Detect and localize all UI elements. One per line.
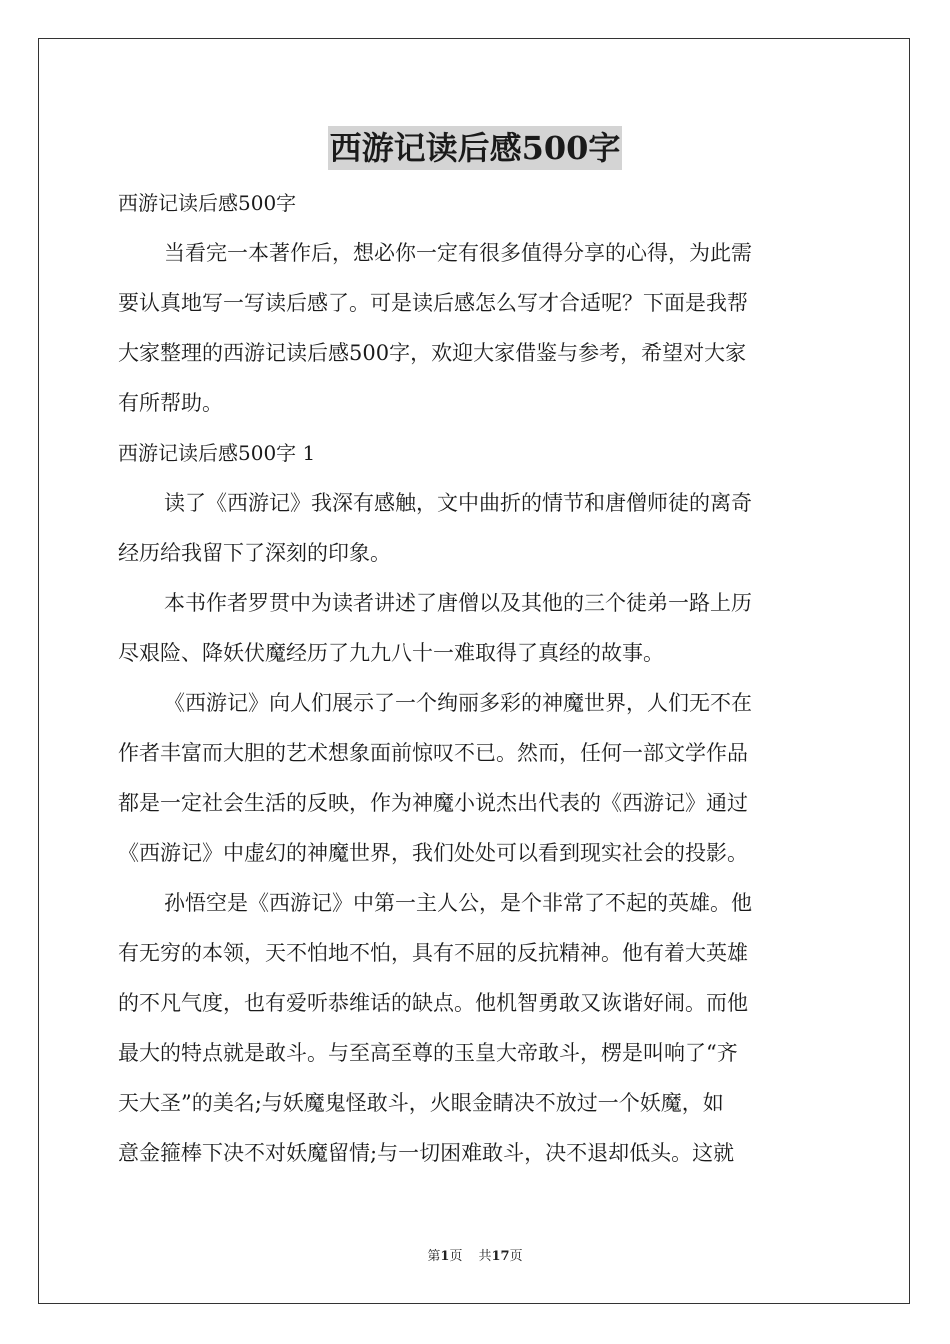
- document-title: 西游记读后感500字: [328, 126, 623, 170]
- page-total: 17: [491, 1249, 510, 1264]
- paragraph-line: 读了《西游记》我深有感触，文中曲折的情节和唐僧师徒的离奇: [164, 491, 752, 515]
- paragraph-line: 尽艰险、降妖伏魔经历了九九八十一难取得了真经的故事。: [118, 641, 664, 665]
- paragraph-line: 都是一定社会生活的反映，作为神魔小说杰出代表的《西游记》通过: [118, 791, 748, 815]
- paragraph-line: 大家整理的西游记读后感500字，欢迎大家借鉴与参考，希望对大家: [118, 341, 747, 365]
- paragraph-line: 《西游记》向人们展示了一个绚丽多彩的神魔世界，人们无不在: [164, 691, 752, 715]
- paragraph-line: 有无穷的本领，天不怕地不怕，具有不屈的反抗精神。他有着大英雄: [118, 941, 748, 965]
- document-body: [118, 178, 834, 1178]
- paragraph-line: 本书作者罗贯中为读者讲述了唐僧以及其他的三个徒弟一路上历: [164, 591, 752, 615]
- page-prefix: 第: [427, 1249, 441, 1264]
- paragraph-line: 的不凡气度，也有爱听恭维话的缺点。他机智勇敢又诙谐好闹。而他: [118, 991, 748, 1015]
- paragraph-line: 孙悟空是《西游记》中第一主人公，是个非常了不起的英雄。他: [164, 891, 752, 915]
- paragraph-line: 最大的特点就是敢斗。与至高至尊的玉皇大帝敢斗，楞是叫响了“齐: [118, 1041, 738, 1065]
- paragraph-line: 经历给我留下了深刻的印象。: [118, 541, 391, 565]
- page-current: 1: [440, 1249, 450, 1264]
- page-suffix: 页: [449, 1249, 463, 1264]
- title-wrap: [0, 126, 950, 170]
- paragraph-line: 要认真地写一写读后感了。可是读后感怎么写才合适呢？下面是我帮: [118, 291, 748, 315]
- section-heading: 西游记读后感500字: [118, 191, 297, 215]
- paragraph-line: 《西游记》中虚幻的神魔世界，我们处处可以看到现实社会的投影。: [118, 841, 748, 865]
- paragraph-line: 有所帮助。: [118, 391, 223, 415]
- total-prefix: 共: [478, 1249, 492, 1264]
- paragraph-line: 当看完一本著作后，想必你一定有很多值得分享的心得，为此需: [164, 241, 752, 265]
- paragraph-line: 天大圣”的美名;与妖魔鬼怪敢斗，火眼金睛决不放过一个妖魔，如: [118, 1091, 724, 1115]
- paragraph-line: 意金箍棒下决不对妖魔留情;与一切困难敢斗，决不退却低头。这就: [118, 1141, 735, 1165]
- total-suffix: 页: [509, 1249, 523, 1264]
- paragraph-line: 作者丰富而大胆的艺术想象面前惊叹不已。然而，任何一部文学作品: [118, 741, 748, 765]
- page-footer: [0, 1245, 950, 1264]
- section-heading: 西游记读后感500字 1: [118, 441, 316, 465]
